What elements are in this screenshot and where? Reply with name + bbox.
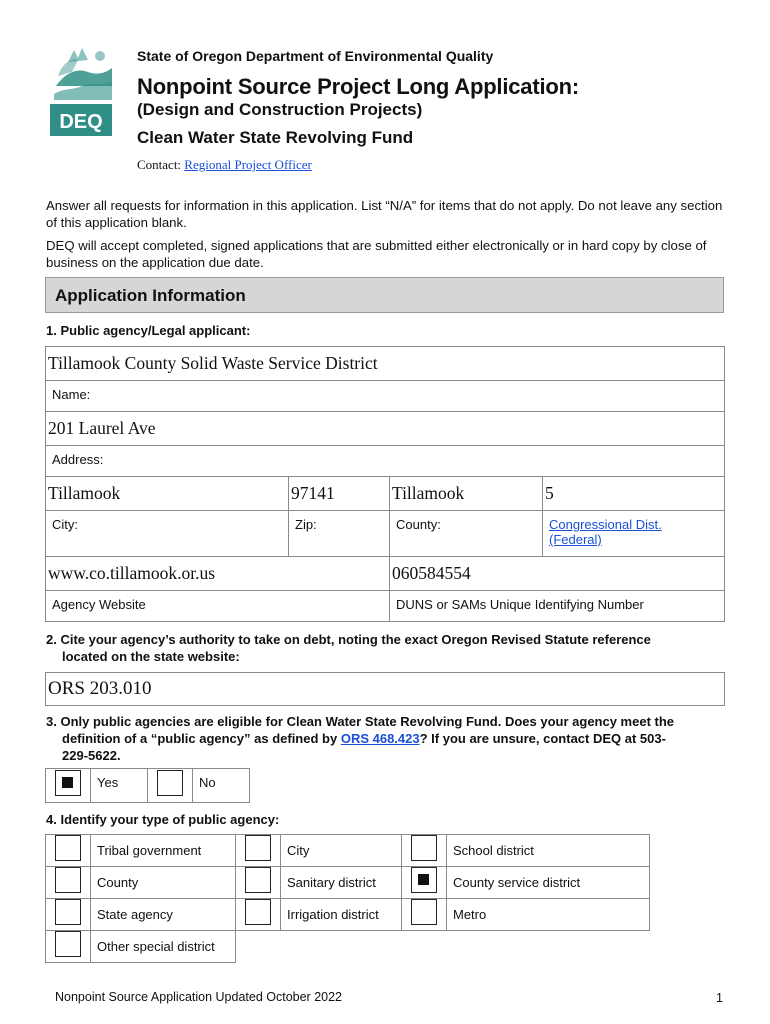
page-number: 1 xyxy=(716,991,723,1005)
agency-type-table xyxy=(45,834,650,963)
question-2-line-1: 2. Cite your agency’s authority to take on debt, noting the exact Oregon Revised Statute reference xyxy=(46,632,651,647)
question-2-label xyxy=(46,631,726,665)
name-label: Name: xyxy=(46,381,725,412)
intro-paragraph-1: Answer all requests for information in this application. List “N/A” for items that do not apply. Do not leave any section of this application blank. xyxy=(46,198,723,230)
irrigation-district-checkbox[interactable] xyxy=(245,899,271,925)
school-district-checkbox[interactable] xyxy=(411,835,437,861)
congressional-district-label xyxy=(543,511,725,557)
sanitary-district-checkbox[interactable] xyxy=(245,867,271,893)
school-district-label: School district xyxy=(447,835,650,867)
sanitary-district-label: Sanitary district xyxy=(281,867,402,899)
yes-checkbox[interactable] xyxy=(55,770,81,796)
city-label: City xyxy=(281,835,402,867)
page-title: Nonpoint Source Project Long Application: xyxy=(137,74,579,99)
footer-text: Nonpoint Source Application Updated October 2022 xyxy=(55,990,342,1004)
city-label: City: xyxy=(46,511,289,557)
county-checkbox[interactable] xyxy=(55,867,81,893)
address-field[interactable]: 201 Laurel Ave xyxy=(46,412,725,446)
section-header xyxy=(45,277,724,313)
deq-logo xyxy=(48,42,114,138)
question-3-line-2b: ? If you are unsure, contact DEQ at 503- xyxy=(419,731,666,746)
website-field[interactable]: www.co.tillamook.or.us xyxy=(46,557,390,591)
congressional-district-field[interactable]: 5 xyxy=(543,477,725,511)
county-service-district-label: County service district xyxy=(447,867,650,899)
logo-text: DEQ xyxy=(59,111,103,133)
county-service-district-checkbox[interactable] xyxy=(411,867,437,893)
county-label: County: xyxy=(390,511,543,557)
county-field[interactable]: Tillamook xyxy=(390,477,543,511)
contact-label: Contact: xyxy=(137,157,185,172)
question-3-line-2a: definition of a “public agency” as defined by xyxy=(62,731,341,746)
yes-label: Yes xyxy=(91,769,148,803)
public-agency-table xyxy=(45,768,250,803)
zip-label: Zip: xyxy=(289,511,390,557)
applicant-table xyxy=(45,346,725,622)
other-special-district-checkbox[interactable] xyxy=(55,931,81,957)
duns-label: DUNS or SAMs Unique Identifying Number xyxy=(390,591,725,622)
no-checkbox[interactable] xyxy=(157,770,183,796)
tribal-government-label: Tribal government xyxy=(91,835,236,867)
agency-name: State of Oregon Department of Environmental Quality xyxy=(137,48,494,64)
other-special-district-label: Other special district xyxy=(91,931,236,963)
authority-table xyxy=(45,672,725,706)
federal-link[interactable]: (Federal) xyxy=(549,532,602,547)
no-label: No xyxy=(193,769,250,803)
website-label: Agency Website xyxy=(46,591,390,622)
authority-field[interactable]: ORS 203.010 xyxy=(46,673,725,706)
question-3-line-1: 3. Only public agencies are eligible for Clean Water State Revolving Fund. Does your agency meet the xyxy=(46,714,675,729)
page-subtitle: (Design and Construction Projects) xyxy=(137,100,423,119)
fund-name: Clean Water State Revolving Fund xyxy=(137,128,414,147)
state-agency-checkbox[interactable] xyxy=(55,899,81,925)
congressional-dist-link[interactable]: Congressional Dist. xyxy=(549,517,662,532)
city-checkbox[interactable] xyxy=(245,835,271,861)
question-2-line-2: located on the state website: xyxy=(62,649,240,664)
ors-468-link[interactable]: ORS 468.423 xyxy=(340,731,420,746)
metro-checkbox[interactable] xyxy=(411,899,437,925)
state-agency-label: State agency xyxy=(91,899,236,931)
question-3-line-3: 229-5622. xyxy=(62,748,121,763)
metro-label: Metro xyxy=(447,899,650,931)
tribal-government-checkbox[interactable] xyxy=(55,835,81,861)
zip-field[interactable]: 97141 xyxy=(289,477,390,511)
question-4-label: 4. Identify your type of public agency: xyxy=(46,812,280,827)
regional-officer-link[interactable]: Regional Project Officer xyxy=(184,157,312,172)
duns-field[interactable]: 060584554 xyxy=(390,557,725,591)
intro-paragraph-2: DEQ will accept completed, signed applications that are submitted either electronically or in hard copy by close of business on the application due date. xyxy=(46,238,707,270)
question-1-label: 1. Public agency/Legal applicant: xyxy=(46,323,251,338)
name-field[interactable]: Tillamook County Solid Waste Service District xyxy=(46,347,725,381)
county-label: County xyxy=(91,867,236,899)
section-title: Application Information xyxy=(55,286,246,305)
contact-line xyxy=(137,157,312,173)
irrigation-district-label: Irrigation district xyxy=(281,899,402,931)
question-3-label xyxy=(46,713,726,764)
address-label: Address: xyxy=(46,446,725,477)
city-field[interactable]: Tillamook xyxy=(46,477,289,511)
